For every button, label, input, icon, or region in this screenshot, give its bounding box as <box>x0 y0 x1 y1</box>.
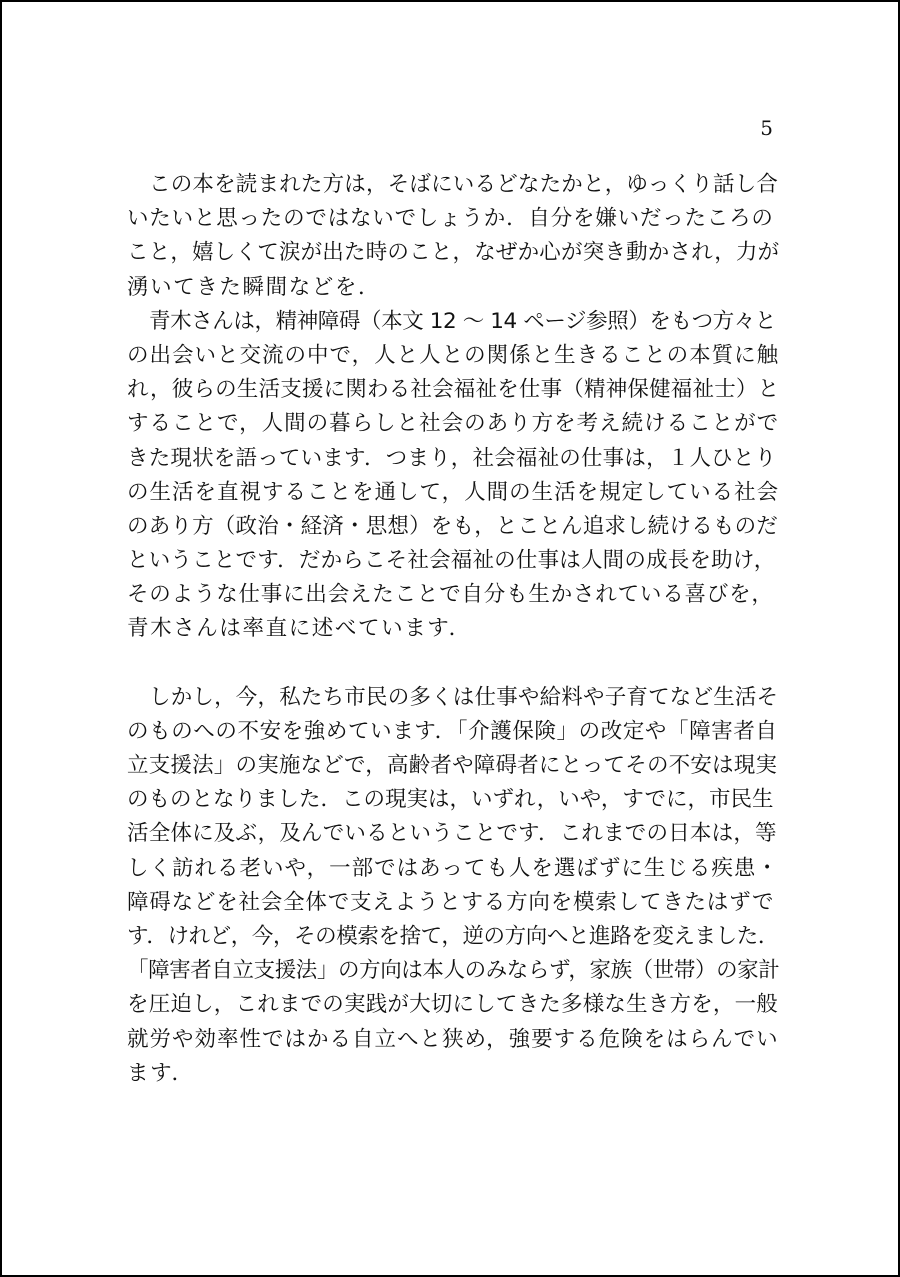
body-text <box>127 168 779 1091</box>
text-line: のものとなりました．この現実は，いずれ，いや，すでに，市民生 <box>127 787 774 813</box>
text-line: 障碍などを社会全体で支えようとする方向を模索してきたはずで <box>127 889 775 915</box>
text-line: す．けれど，今，その模索を捨て，逆の方向へと進路を変えました． <box>127 923 779 949</box>
text-line: こと，嬉しくて涙が出た時のこと，なぜか心が突き動かされ，力が <box>127 240 780 266</box>
text-line: そのような仕事に出会えたことで自分も生かされている喜びを， <box>127 582 774 608</box>
text-line: しかし，今，私たち市民の多くは仕事や給料や子育てなど生活そ <box>149 684 779 710</box>
text-line: ということです．だからこそ社会福祉の仕事は人間の成長を助け， <box>127 548 776 574</box>
page-number: 5 <box>760 116 773 140</box>
text-line: を圧迫し，これまでの実践が大切にしてきた多様な生き方を，一般 <box>127 992 779 1018</box>
text-line: のあり方（政治・経済・思想）をも，とことん追求し続けるものだ <box>127 513 779 539</box>
text-line: この本を読まれた方は，そばにいるどなたかと，ゆっくり話し合 <box>149 172 779 197</box>
paragraph-3 <box>127 681 779 1091</box>
text-line: 立支援法」の実施などで，高齢者や障碍者にとってその不安は現実 <box>127 753 778 778</box>
text-line: 青木さんは，精神障碍（本文 12 ～ 14 ページ参照）をもつ方々と <box>149 308 777 334</box>
paragraph-spacer <box>127 647 779 681</box>
text-line: の生活を直視することを通して，人間の生活を規定している社会 <box>127 479 780 505</box>
text-line: きた現状を語っています．つまり，社会福祉の仕事は，１人ひとり <box>127 445 777 471</box>
text-line: のものへの不安を強めています．「介護保険」の改定や「障害者自 <box>127 718 778 744</box>
text-line: 青木さんは率直に述べています． <box>127 616 472 642</box>
text-line: 就労や効率性ではかる自立へと狭め，強要する危険をはらんでい <box>127 1026 779 1052</box>
text-line: れ，彼らの生活支援に関わる社会福祉を仕事（精神保健福祉士）と <box>127 377 780 403</box>
text-line: いたいと思ったのではないでしょうか．自分を嫌いだったころの <box>127 206 774 232</box>
text-line: することで，人間の暮らしと社会のあり方を考え続けることがで <box>127 411 780 437</box>
text-line: 「障害者自立支援法」の方向は本人のみならず，家族（世帯）の家計 <box>127 958 780 984</box>
paragraph-1 <box>127 168 779 305</box>
text-line: ます． <box>127 1060 195 1086</box>
paragraph-2 <box>127 305 779 647</box>
text-line: 活全体に及ぶ，及んでいるということです．これまでの日本は，等 <box>127 821 777 847</box>
text-line: 湧いてきた瞬間などを． <box>127 274 382 300</box>
text-line: しく訪れる老いや，一部ではあっても人を選ばずに生じる疾患・ <box>127 855 779 881</box>
text-line: の出会いと交流の中で，人と人との関係と生きることの本質に触 <box>127 342 780 368</box>
